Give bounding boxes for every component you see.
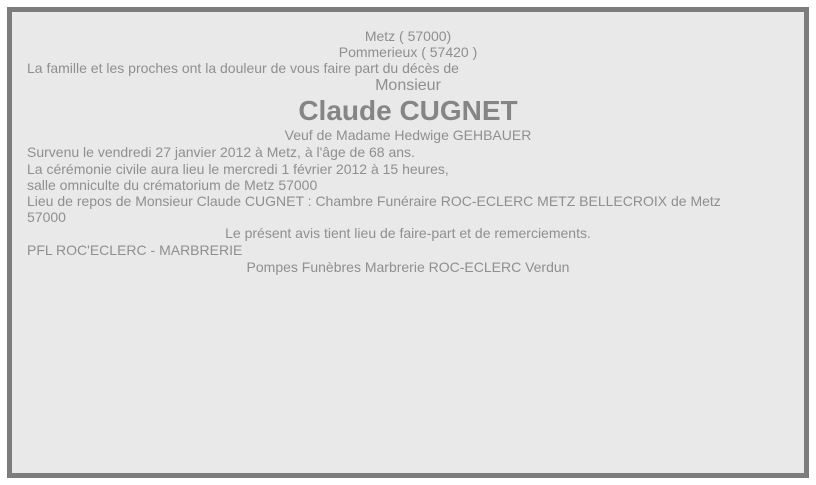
relation-text: Veuf de Madame Hedwige GEHBAUER (284, 127, 532, 143)
location-lines (27, 28, 789, 60)
funeral-home-name: PFL ROC'ECLERC - MARBRERIE (27, 242, 243, 258)
ceremony-line-2: salle omniculte du crématorium de Metz 57000 (27, 177, 318, 193)
ceremony-line-1: La cérémonie civile aura lieu le mercredi 1 février 2012 à 15 heures, (27, 161, 449, 177)
footer-funeral-home: Pompes Funèbres Marbrerie ROC-ECLERC Verdun (246, 259, 570, 275)
death-notice-card (7, 7, 809, 478)
civility-title: Monsieur (375, 77, 441, 94)
ceremony-paragraph (27, 161, 789, 193)
location-line-1: Metz ( 57000) (364, 28, 452, 44)
repose-line-1: Lieu de repos de Monsieur Claude CUGNET : Chambre Funéraire ROC-ECLERC METZ BELLECROIX de Metz (27, 193, 721, 209)
deceased-name: Claude CUGNET (298, 95, 518, 126)
location-line-2: Pommerieux ( 57420 ) (338, 44, 478, 60)
death-date-text: Survenu le vendredi 27 janvier 2012 à Metz, à l'âge de 68 ans. (27, 144, 415, 160)
intro-text: La famille et les proches ont la douleur de vous faire part du décès de (27, 60, 459, 76)
legal-notice-text: Le présent avis tient lieu de faire-part et de remerciements. (225, 225, 591, 241)
repose-paragraph (27, 193, 789, 225)
repose-line-2: 57000 (27, 209, 66, 225)
